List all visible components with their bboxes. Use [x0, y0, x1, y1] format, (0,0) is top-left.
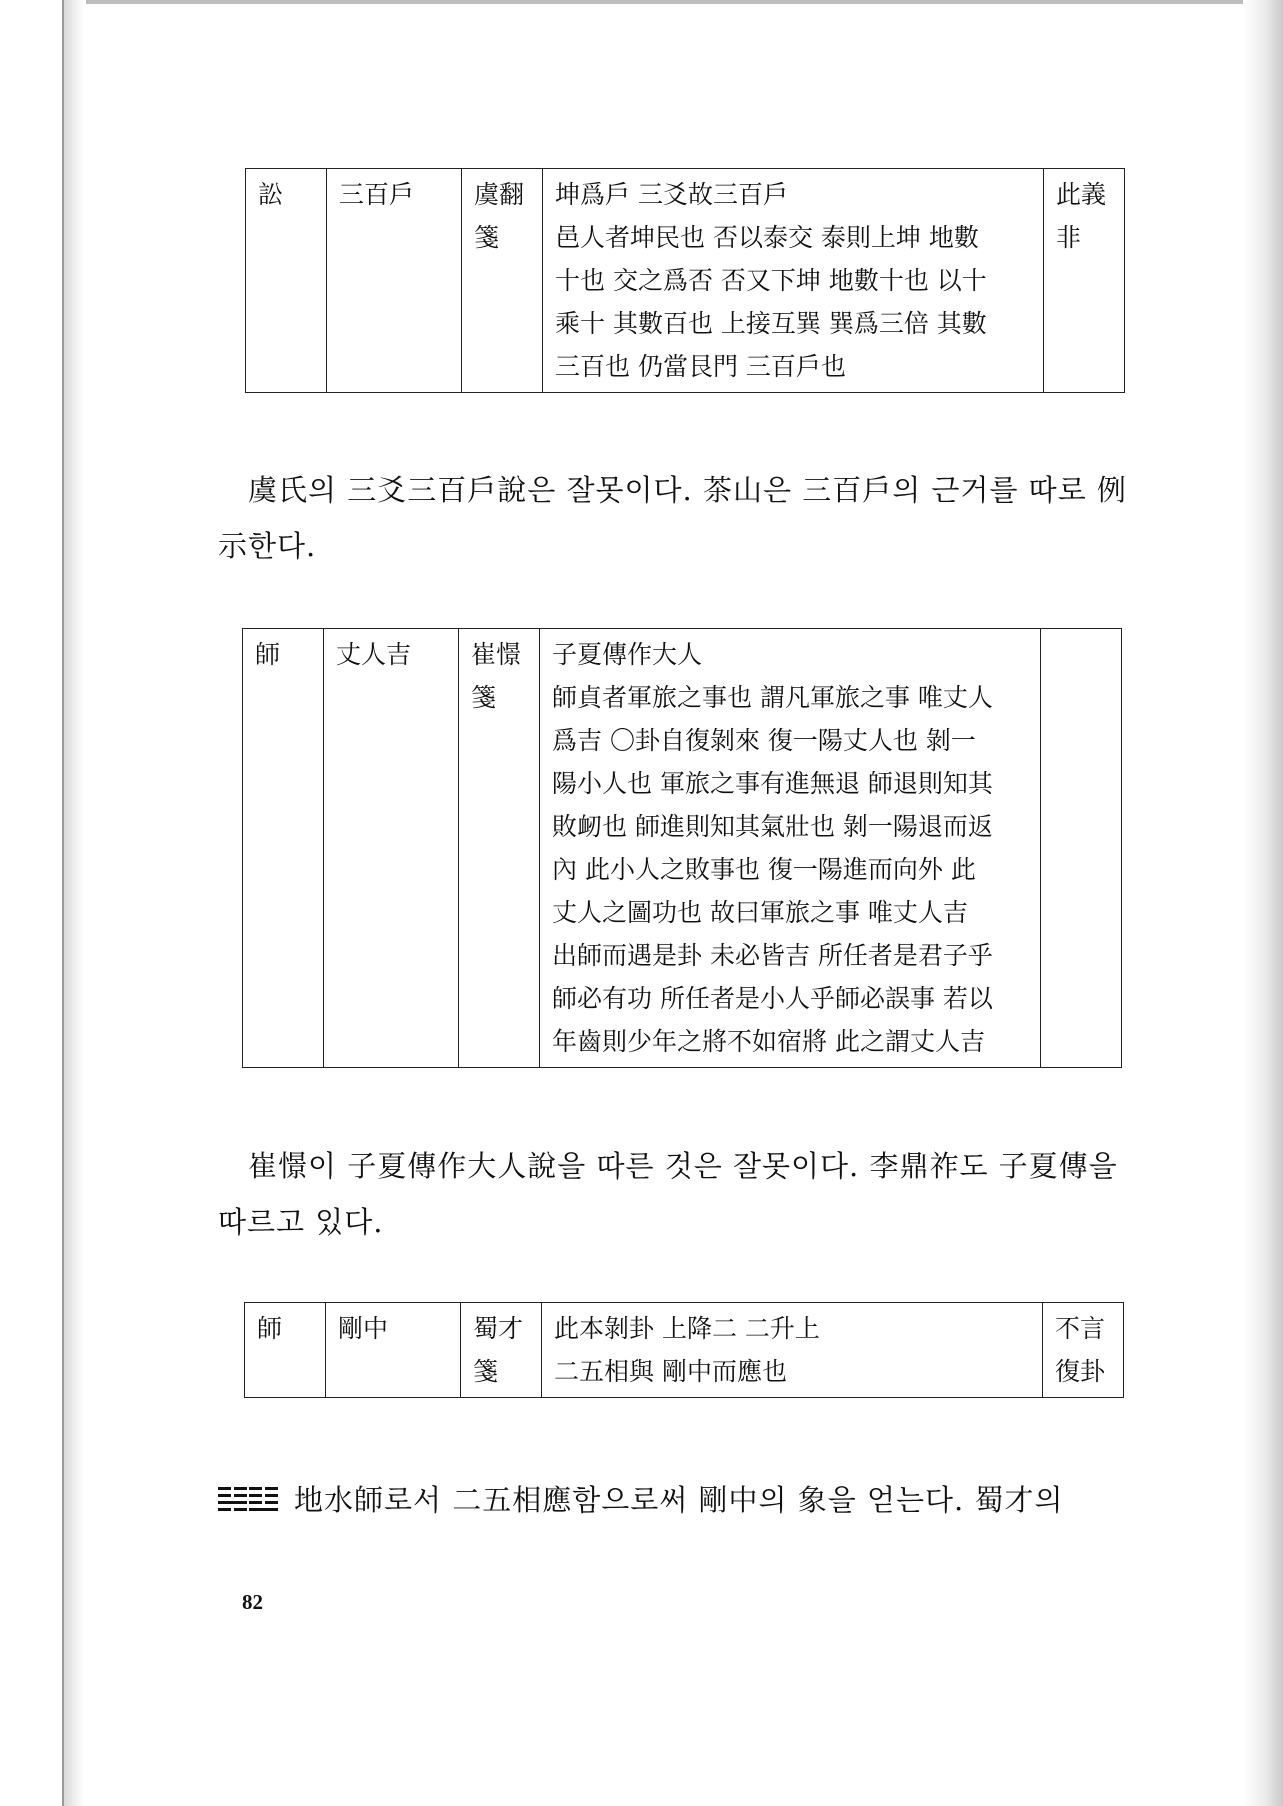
phrase-cell [327, 169, 462, 393]
phrase-text: 丈人吉 [336, 640, 412, 669]
body-line: 三百也 仍當艮門 三百戶也 [555, 352, 846, 381]
verdict-line: 此義 [1056, 180, 1107, 209]
page-edge-right [1243, 0, 1283, 1806]
body-line: 爲吉 〇卦自復剝來 復一陽丈人也 剝一 [552, 726, 976, 755]
author-name: 蜀才 [473, 1314, 524, 1343]
page-number: 82 [242, 1590, 263, 1614]
phrase-text: 剛中 [338, 1314, 389, 1343]
book-page [84, 4, 1243, 1806]
author-label: 箋 [473, 1357, 499, 1386]
body-line: 十也 交之爲否 否又下坤 地數十也 以十 [555, 266, 987, 295]
body-cell [540, 629, 1041, 1068]
author-cell [459, 629, 540, 1068]
body-line: 二五相與 剛中而應也 [554, 1357, 787, 1386]
phrase-text: 三百戶 [339, 180, 415, 209]
hexagram-cell [245, 1303, 326, 1398]
hexagram-name: 師 [257, 1314, 283, 1343]
hexagram-name: 訟 [258, 180, 284, 209]
body-line: 師必有功 所任者是小人乎師必誤事 若以 [552, 984, 993, 1013]
table-row [243, 629, 1122, 1068]
author-name: 崔憬 [471, 640, 522, 669]
body-line: 年齒則少年之將不如宿將 此之謂丈人吉 [552, 1027, 985, 1056]
paragraph-line: 示한다. [218, 529, 317, 563]
verdict-line: 非 [1056, 223, 1082, 252]
hexagram-symbol-icon [218, 1474, 278, 1530]
body-line: 內 此小人之敗事也 復一陽進而向外 此 [552, 855, 976, 884]
table-row [246, 169, 1125, 393]
hexagram-symbol-drawing [218, 1486, 278, 1512]
body-line: 丈人之圖功也 故曰軍旅之事 唯丈人吉 [552, 898, 968, 927]
author-cell [461, 1303, 542, 1398]
body-line: 出師而遇是卦 未必皆吉 所任者是君子乎 [552, 941, 993, 970]
paragraph-line: 地水師로서 二五相應함으로써 剛中의 象을 얻는다. 蜀才의 [218, 1472, 1128, 1530]
paragraph-line: 虞氏의 三爻三百戶說은 잘못이다. 茶山은 三百戶의 근거를 따로 例 [248, 473, 1127, 507]
body-line: 師貞者軍旅之事也 謂凡軍旅之事 唯丈人 [552, 683, 993, 712]
body-line: 陽小人也 軍旅之事有進無退 師退則知其 [552, 769, 993, 798]
author-cell [462, 169, 543, 393]
hexagram-cell [243, 629, 324, 1068]
verdict-line: 復卦 [1055, 1357, 1106, 1386]
body-line: 坤爲戶 三爻故三百戶 [555, 180, 788, 209]
verdict-cell [1043, 1303, 1124, 1398]
hexagram-name: 師 [255, 640, 281, 669]
body-line: 此本剝卦 上降二 二升上 [554, 1314, 820, 1343]
verdict-cell [1044, 169, 1125, 393]
body-line: 邑人者坤民也 否以泰交 泰則上坤 地數 [555, 223, 979, 252]
hexagram-cell [246, 169, 327, 393]
commentary-table-2 [242, 628, 1122, 1068]
paragraph-line: 따르고 있다. [218, 1205, 384, 1239]
commentary-table-3 [244, 1302, 1124, 1398]
body-cell [542, 1303, 1043, 1398]
verdict-cell [1041, 629, 1122, 1068]
body-cell [543, 169, 1044, 393]
verdict-line: 不言 [1055, 1314, 1106, 1343]
author-label: 箋 [471, 683, 497, 712]
table-row [245, 1303, 1124, 1398]
commentary-table-1 [245, 168, 1125, 393]
body-line: 敗衂也 師進則知其氣壯也 剝一陽退而返 [552, 812, 993, 841]
page-edge-left [62, 0, 86, 1806]
paragraph-line: 崔憬이 子夏傳作大人說을 따른 것은 잘못이다. 李鼎祚도 子夏傳을 [248, 1149, 1118, 1183]
phrase-cell [326, 1303, 461, 1398]
author-label: 箋 [474, 223, 500, 252]
commentary-paragraph-2 [218, 1138, 1128, 1250]
phrase-cell [324, 629, 459, 1068]
commentary-paragraph-1 [218, 462, 1128, 574]
body-line: 子夏傳作大人 [552, 640, 703, 669]
commentary-paragraph-3 [218, 1472, 1128, 1530]
body-line: 乘十 其數百也 上接互巽 巽爲三倍 其數 [555, 309, 987, 338]
author-name: 虞翻 [474, 180, 525, 209]
